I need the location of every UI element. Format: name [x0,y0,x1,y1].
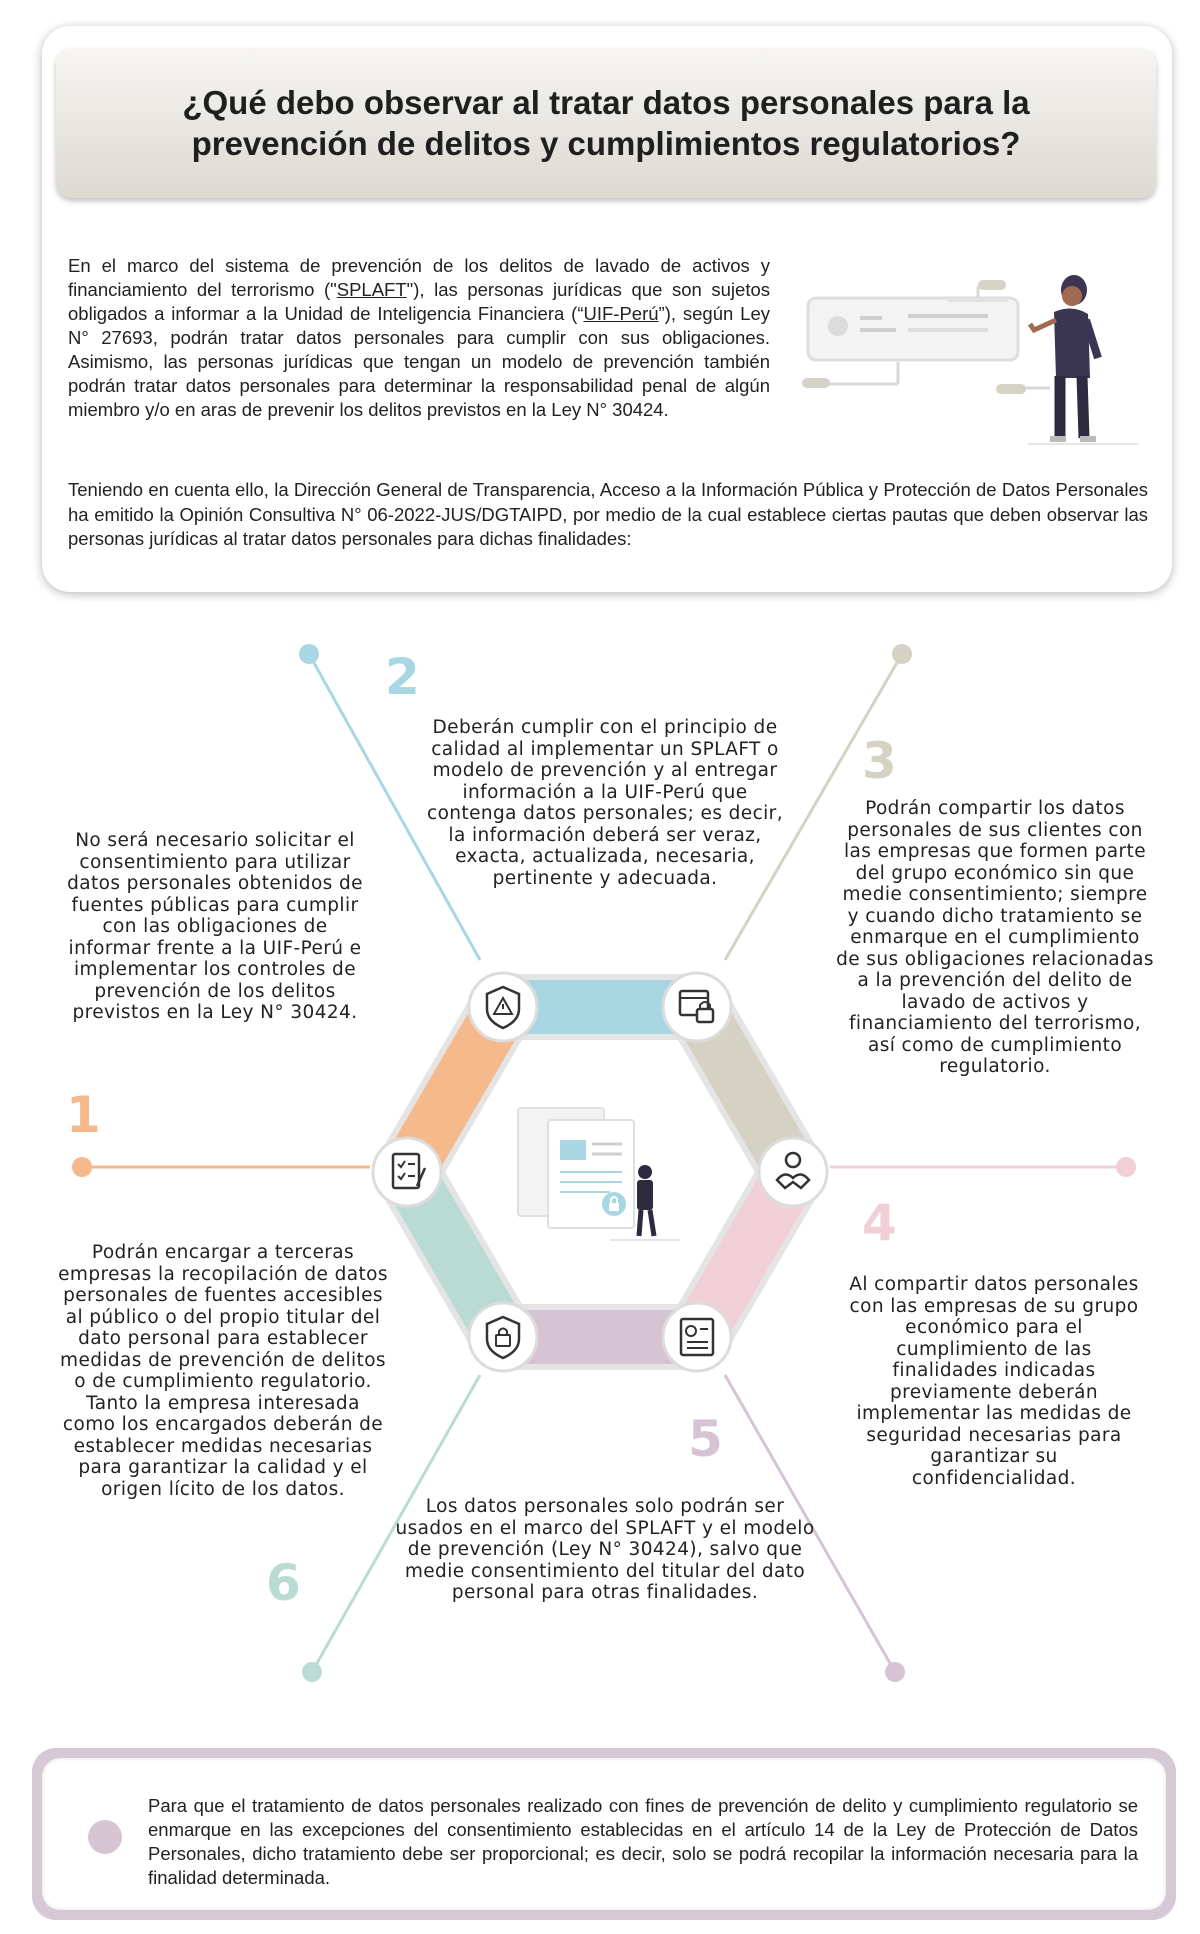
step-number-4: 4 [862,1194,897,1252]
step-text-1: No será necesario solicitar el consentimiento para utilizar datos personales obtenidos de fuentes públicas para cumplir con las obligaciones de informar frente a la UIF-Perú e implementar los controles de prevención de los delitos previstos en la Ley N° 30424. [67,830,363,1023]
intro-text-part: "), las personas jurídicas que son sujetos obligados a informar a la Unidad de Inteligencia Financiera (“ [68,279,770,324]
checklist-icon [373,1138,441,1206]
handshake-icon [759,1138,827,1206]
page-title: ¿Qué debo observar al tratar datos personales para la prevención de delitos y cumplimientos regulatorios? [182,84,1030,162]
step-number-6: 6 [266,1554,301,1612]
footer-note-text: Para que el tratamiento de datos personales realizado con fines de prevención de delito y cumplimiento regulatorio se enmarque en las excepciones del consentimiento establecidas en el artículo 14 de la Ley de Protección de Datos Personales, dicho tratamiento debe ser proporcional; es decir, solo se podrá recopilar la información necesaria para la finalidad determinada. [148,1795,1138,1888]
step-number-2: 2 [385,648,420,706]
uif-peru-link[interactable]: UIF-Perú [583,303,659,324]
connector-dot-2 [299,644,319,664]
footer-note-box [42,1758,1166,1910]
step-number-3: 3 [862,732,897,790]
step-number-5: 5 [688,1410,723,1468]
step-text-5: Los datos personales solo podrán ser usados en el marco del SPLAFT y el modelo de prevención (Ley N° 30424), salvo que medie consentimiento del titular del dato personal para otras finalidades. [395,1496,815,1603]
lock-browser-icon [663,973,731,1041]
connector-dot-3 [892,644,912,664]
step-text-2: Deberán cumplir con el principio de calidad al implementar un SPLAFT o modelo de prevención y al entregar información a la UIF-Perú que contenga datos personales; es decir, la información deberá ser veraz, exacta, actualizada, necesaria, pertinente y adecuada. [427,717,783,889]
connector-dot-5 [885,1662,905,1682]
documents-person-illustration [518,1108,680,1240]
footer-note-frame [32,1748,1176,1920]
shield-warning-icon [469,973,537,1041]
connector-dot-4 [1116,1157,1136,1177]
intro-text-part: En el marco del sistema de prevención de los delitos de lavado de activos y financiamiento del terrorismo (" [68,255,770,300]
step-text-4: Al compartir datos personales con las empresas de su grupo económico para el cumplimiento de las finalidades indicadas previamente deberán implementar las medidas de seguridad necesarias para garantizar su confidencialidad. [849,1274,1139,1489]
step-text-3: Podrán compartir los datos personales de sus clientes con las empresas que formen parte del grupo económico sin que medie consentimiento; siempre y cuando dicho tratamiento se enmarque en el cumplimiento de sus obligaciones relacionadas a la prevención del delito de lavado de activos y financiamiento del terrorismo, así como de cumplimiento regulatorio. [836,798,1154,1077]
connector-dot-1 [72,1157,92,1177]
connector-dot-6 [302,1662,322,1682]
splaft-link[interactable]: SPLAFT [336,279,407,300]
shield-lock-icon [469,1303,537,1371]
guidelines-paragraph: Teniendo en cuenta ello, la Dirección General de Transparencia, Acceso a la Información Pública y Protección de Datos Personales ha emitido la Opinión Consultiva N° 06-2022-JUS/DGTAIPD, por medio de la cual establece ciertas pautas que deben observar las personas jurídicas al tratar datos personales para dichas finalidades: [68,479,1148,549]
intro-text-part: ”), según Ley N° 27693, podrán tratar datos personales para cumplir con sus obligaciones. Asimismo, las personas jurídicas que tengan un modelo de prevención también podrán tratar datos personales para determinar la responsabilidad penal de algún miembro y/o en aras de prevenir los delitos previstos en la Ley N° 30424. [68,303,770,420]
id-card-icon [663,1303,731,1371]
step-number-1: 1 [66,1086,101,1144]
step-text-6: Podrán encargar a terceras empresas la recopilación de datos personales de fuentes accesibles al público o del propio titular del dato personal para establecer medidas de prevención de delitos o de cumplimiento regulatorio. Tanto la empresa interesada como los encargados deberán de establecer medidas necesarias para garantizar la calidad y el origen lícito de los datos. [58,1242,388,1500]
bullet-dot-icon [88,1820,122,1854]
